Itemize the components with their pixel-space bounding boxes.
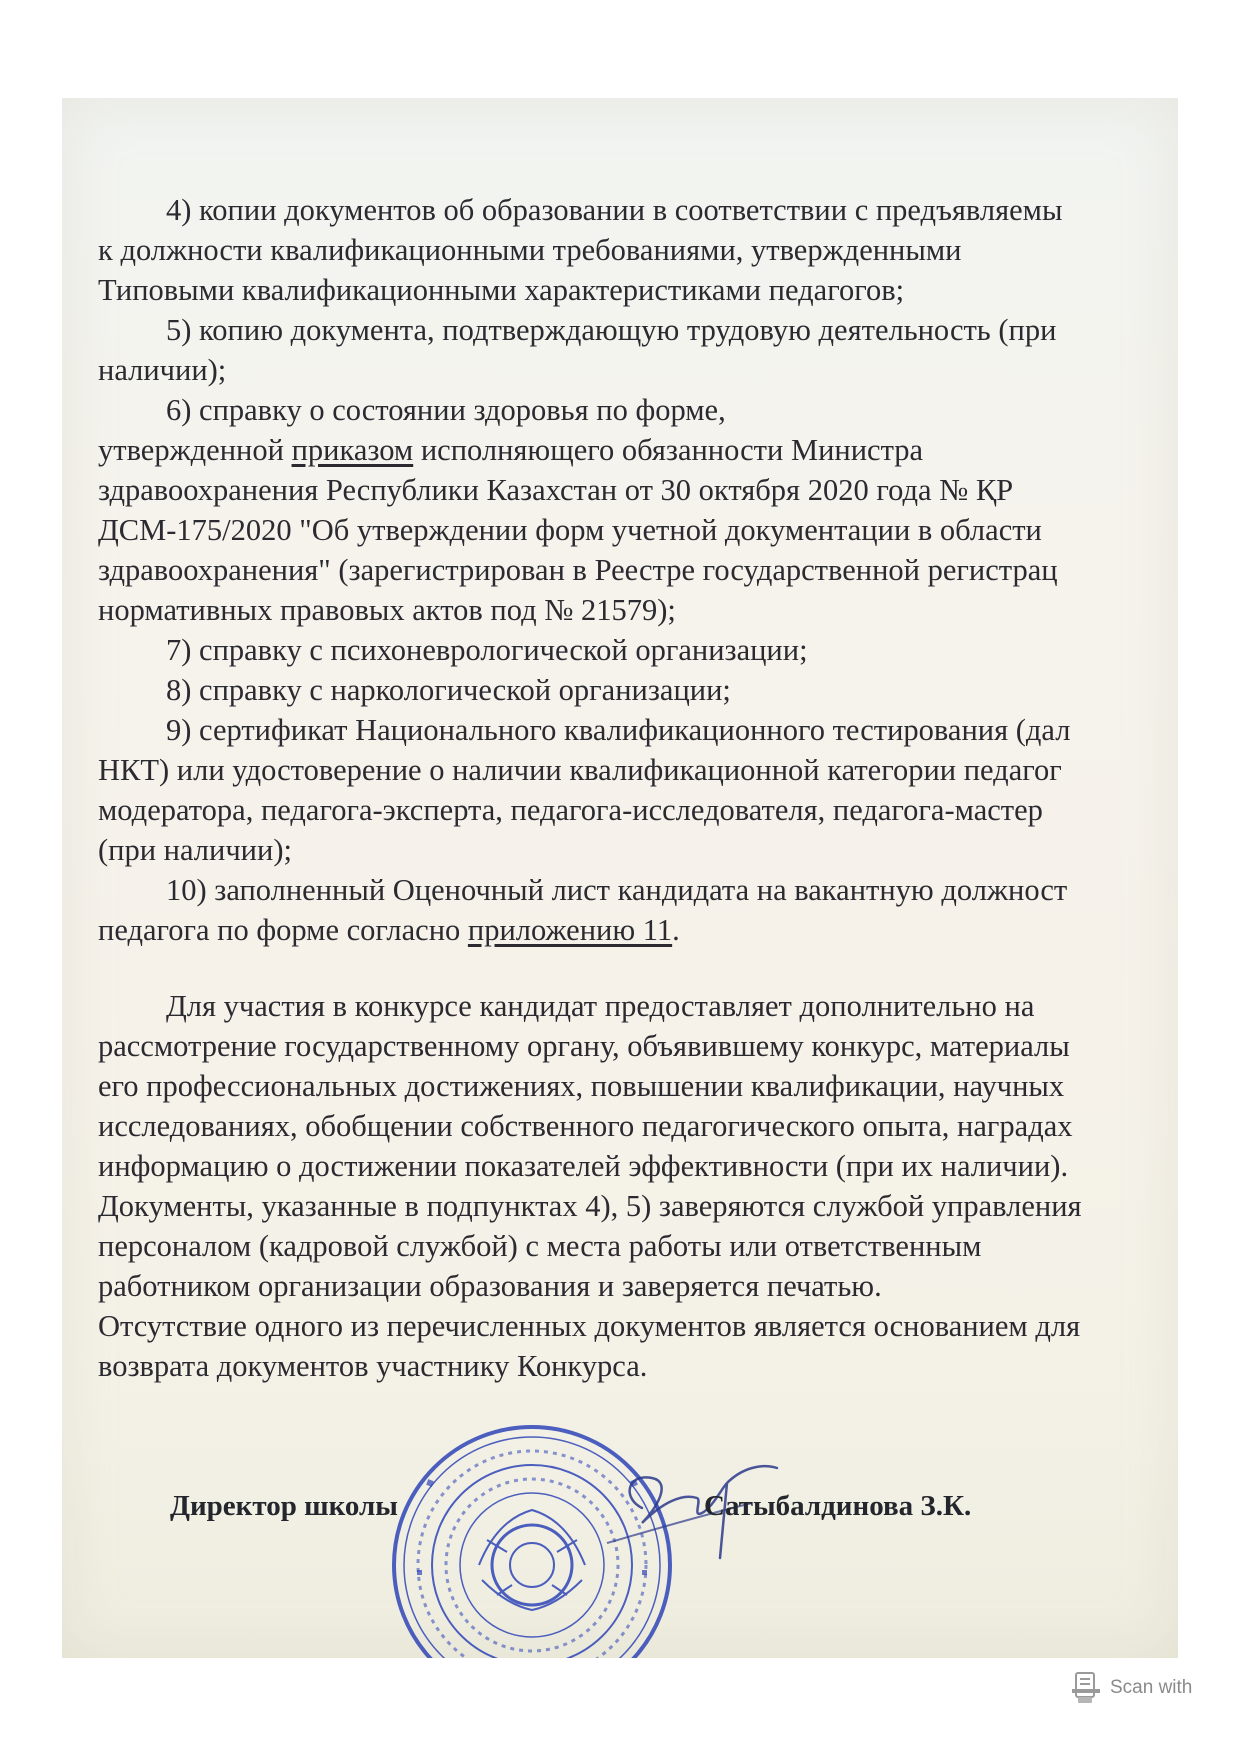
text-line: ДСМ-175/2020 "Об утверждении форм учетной документации в области (98, 513, 1042, 547)
text-line: персоналом (кадровой службой) с места работы или ответственным (98, 1229, 982, 1263)
text-line: здравоохранения Республики Казахстан от 30 октября 2020 года № ҚР (98, 473, 1014, 507)
text-line-appendix (98, 910, 1178, 950)
text-line: Документы, указанные в подпунктах 4), 5) заверяются службой управления (98, 1189, 1082, 1223)
text-line: Отсутствие одного из перечисленных документов является основанием для (98, 1309, 1081, 1343)
document-photo (62, 98, 1178, 1658)
scanner-icon (1070, 1671, 1102, 1705)
text-line: 8) справку с наркологической организации; (166, 673, 731, 707)
text-line: (при наличии); (98, 833, 292, 867)
text-line: здравоохранения" (зарегистрирован в Реестре государственной регистрац (98, 553, 1058, 587)
appendix-link[interactable]: приложению 11 (467, 913, 673, 947)
text-line-order (98, 430, 1178, 470)
appendix-suffix: . (672, 913, 680, 947)
text-line: 7) справку с психоневрологической организации; (166, 633, 808, 667)
text-line: 4) копии документов об образовании в соответствии с предъявляемы (166, 193, 1063, 227)
scan-badge-label: Scan with (1110, 1677, 1193, 1698)
order-link[interactable]: приказом (291, 433, 414, 467)
text-line: его профессиональных достижениях, повышении квалификации, научных (98, 1069, 1065, 1103)
appendix-prefix: педагога по форме согласно (98, 913, 468, 947)
text-line: рассмотрение государственному органу, объявившему конкурс, материалы (98, 1029, 1070, 1063)
text-line: 5) копию документа, подтверждающую трудовую деятельность (при (166, 313, 1057, 347)
text-line: возврата документов участнику Конкурса. (98, 1349, 648, 1383)
signature-name: Сатыбалдинова З.К. (704, 1490, 972, 1522)
text-line: к должности квалификационными требованиями, утвержденными (98, 233, 962, 267)
text-line: информацию о достижении показателей эффективности (при их наличии). (98, 1149, 1069, 1183)
text-line: Типовыми квалификационными характеристиками педагогов; (98, 273, 905, 307)
document-body (98, 190, 1178, 1386)
text-line: наличии); (98, 353, 227, 387)
text-line: модератора, педагога-эксперта, педагога-исследователя, педагога-мастер (98, 793, 1043, 827)
order-suffix: исполняющего обязанности Министра (413, 433, 924, 467)
signature-position: Директор школы (170, 1490, 398, 1522)
text-line: нормативных правовых актов под № 21579); (98, 593, 676, 627)
paragraph-gap (98, 950, 1178, 986)
text-line: 6) справку о состоянии здоровья по форме, (166, 393, 726, 427)
text-line: 10) заполненный Оценочный лист кандидата на вакантную должност (166, 873, 1068, 907)
text-line: 9) сертификат Национального квалификационного тестирования (дал (166, 713, 1071, 747)
text-line: исследованиях, обобщении собственного педагогического опыта, наградах (98, 1109, 1073, 1143)
text-line: Для участия в конкурсе кандидат предоставляет дополнительно на (166, 989, 1035, 1023)
text-line: работником организации образования и заверяется печатью. (98, 1269, 882, 1303)
order-prefix: утвержденной (98, 433, 292, 467)
scan-badge[interactable] (1070, 1670, 1192, 1706)
text-line: НКТ) или удостоверение о наличии квалификационной категории педагог (98, 753, 1062, 787)
